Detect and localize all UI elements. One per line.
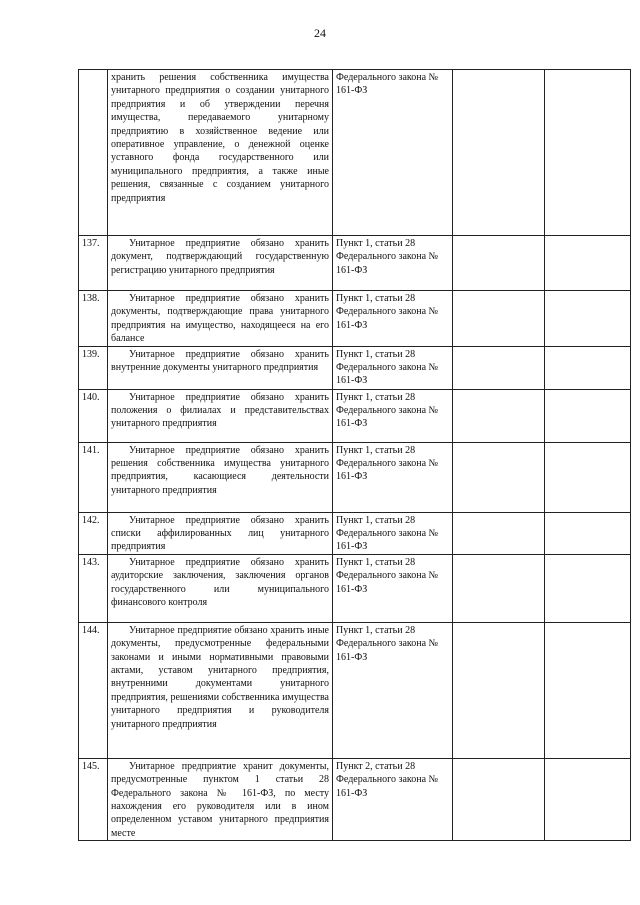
legal-reference: Пункт 1, статьи 28 Федерального закона № 161-ФЗ	[333, 236, 453, 291]
empty-cell	[453, 389, 545, 442]
empty-cell	[545, 70, 631, 236]
empty-cell	[545, 346, 631, 389]
empty-cell	[545, 389, 631, 442]
row-number: 144.	[79, 622, 108, 758]
row-number	[79, 70, 108, 236]
requirement-text: Унитарное предприятие обязано хранить аудиторские заключения, заключения органов государственного или муниципального финансового контроля	[108, 554, 333, 622]
page-number: 24	[314, 26, 326, 40]
empty-cell	[453, 554, 545, 622]
legal-reference: Пункт 1, статьи 28 Федерального закона № 161-ФЗ	[333, 512, 453, 554]
table-row	[79, 758, 631, 840]
row-number: 140.	[79, 389, 108, 442]
legal-reference: Пункт 1, статьи 28 Федерального закона № 161-ФЗ	[333, 346, 453, 389]
empty-cell	[545, 512, 631, 554]
row-number: 145.	[79, 758, 108, 840]
table-row	[79, 236, 631, 291]
requirement-text: Унитарное предприятие обязано хранить документ, подтверждающий государственную регистрацию унитарного предприятия	[108, 236, 333, 291]
empty-cell	[453, 291, 545, 347]
requirement-text: Унитарное предприятие обязано хранить решения собственника имущества унитарного предприятия, касающиеся деятельности унитарного предприятия	[108, 442, 333, 512]
requirement-text: Унитарное предприятие обязано хранить иные документы, предусмотренные федеральными законами и иными нормативными правовыми актами, уставом унитарного предприятия, внутренними документами унитарного предприятия, решениями собственника имущества унитарного предприятия и руководителя унитарного предприятия	[108, 622, 333, 758]
table-row	[79, 291, 631, 347]
table-row	[79, 622, 631, 758]
requirement-text: Унитарное предприятие обязано хранить списки аффилированных лиц унитарного предприятия	[108, 512, 333, 554]
requirement-text: Унитарное предприятие хранит документы, предусмотренные пунктом 1 статьи 28 Федерального закона № 161-ФЗ, по месту нахождения его руководителя или в ином определенном уставом унитарного предприятия месте	[108, 758, 333, 840]
row-number: 138.	[79, 291, 108, 347]
legal-reference: Пункт 1, статьи 28 Федерального закона № 161-ФЗ	[333, 554, 453, 622]
legal-reference: Пункт 1, статьи 28 Федерального закона № 161-ФЗ	[333, 291, 453, 347]
empty-cell	[545, 236, 631, 291]
empty-cell	[453, 758, 545, 840]
table-row	[79, 70, 631, 236]
table-row	[79, 389, 631, 442]
empty-cell	[453, 236, 545, 291]
empty-cell	[545, 622, 631, 758]
empty-cell	[453, 70, 545, 236]
table-row	[79, 554, 631, 622]
empty-cell	[453, 442, 545, 512]
legal-reference: Пункт 1, статьи 28 Федерального закона № 161-ФЗ	[333, 622, 453, 758]
requirement-text: Унитарное предприятие обязано хранить внутренние документы унитарного предприятия	[108, 346, 333, 389]
empty-cell	[453, 622, 545, 758]
empty-cell	[453, 346, 545, 389]
requirement-text: хранить решения собственника имущества унитарного предприятия о создании унитарного предприятия и об утверждении перечня имущества, передаваемого унитарному предприятию в хозяйственное ведение или оперативное управление, о денежной оценке уставного фонда государственного или муниципального предприятия, а также иные решения, связанные с созданием унитарного предприятия	[108, 70, 333, 236]
legal-reference: Пункт 1, статьи 28 Федерального закона № 161-ФЗ	[333, 389, 453, 442]
empty-cell	[545, 758, 631, 840]
table-row	[79, 512, 631, 554]
requirement-text: Унитарное предприятие обязано хранить положения о филиалах и представительствах унитарного предприятия	[108, 389, 333, 442]
requirements-table	[78, 69, 631, 841]
empty-cell	[545, 442, 631, 512]
legal-reference: Пункт 2, статьи 28 Федерального закона № 161-ФЗ	[333, 758, 453, 840]
empty-cell	[545, 291, 631, 347]
empty-cell	[453, 512, 545, 554]
table-row	[79, 442, 631, 512]
row-number: 137.	[79, 236, 108, 291]
legal-reference: Пункт 1, статьи 28 Федерального закона № 161-ФЗ	[333, 442, 453, 512]
requirement-text: Унитарное предприятие обязано хранить документы, подтверждающие права унитарного предприятия на имущество, находящееся на его балансе	[108, 291, 333, 347]
row-number: 139.	[79, 346, 108, 389]
row-number: 141.	[79, 442, 108, 512]
table-row	[79, 346, 631, 389]
row-number: 143.	[79, 554, 108, 622]
empty-cell	[545, 554, 631, 622]
legal-reference: Федерального закона № 161-ФЗ	[333, 70, 453, 236]
row-number: 142.	[79, 512, 108, 554]
